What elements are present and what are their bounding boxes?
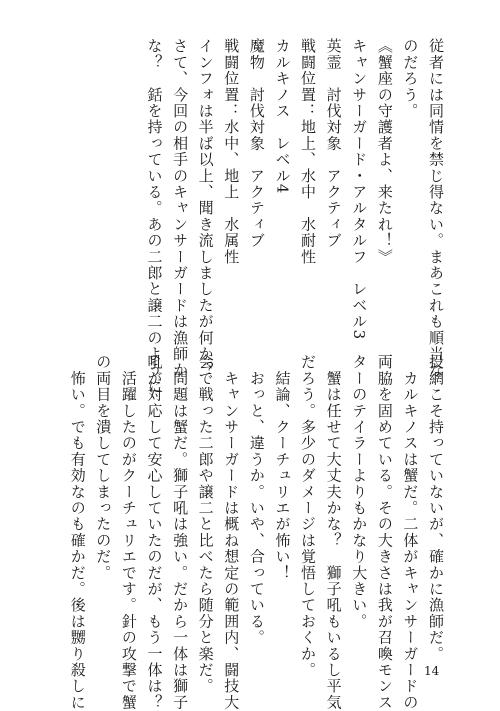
text-line: 戦闘位置：水中、地上 水属性	[222, 38, 241, 265]
text-line: 従者には同情を禁じ得ない。まあこれも順当な	[427, 38, 445, 379]
text-line: 結論、クーチュリエが怖い！	[273, 354, 292, 581]
text-line: キャンサーガード・アルタルフ レベル3	[350, 38, 369, 341]
text-line: 会で戦った二郎や譲二と比べたら随分と楽だ。	[196, 354, 215, 695]
text-line: だろう。多少のダメージは覚悟しておくか。	[299, 354, 318, 678]
text-line: カルキノス レベル4	[273, 38, 292, 195]
text-line: カルキノスは蟹だ。二体がキャンサーガードの	[401, 354, 420, 711]
text-line: 問題は蟹だ。獅子吼は強い。だから一体は獅子	[171, 354, 190, 711]
text-line: 活躍したのがクーチュリエです。針の攻撃で蟹	[119, 354, 138, 711]
text-line: さて、今回の相手のキャンサーガードは漁師か	[171, 38, 190, 379]
text-line: 戦闘位置：地上、水中 水耐性	[299, 38, 318, 265]
text-line: 吼が対応して安心していたのだが、もう一体は？	[145, 354, 164, 711]
text-line: おっと、違うか。いや、合っている。	[247, 354, 266, 646]
text-line: インフォは半ば以上、聞き流しましたが何か？	[196, 38, 215, 379]
text-line: キャンサーガードは概ね想定の範囲内、闘技大	[222, 354, 241, 711]
text-line: 英霊 討伐対象 アクティブ	[324, 38, 343, 249]
text-line: 蟹は任せて大丈夫かな？ 獅子吼もいるし平気	[324, 354, 343, 711]
text-line: 《蟹座の守護者よ、来たれ！》	[375, 38, 394, 265]
text-line: 投網こそ持っていないが、確かに漁師だ。	[427, 354, 445, 662]
text-line: 魔物 討伐対象 アクティブ	[247, 38, 266, 249]
text-line: ターのテイラーよりもかなり大きい。	[350, 354, 369, 630]
text-line: 怖い。でも有効なのも確かだ。後は嬲り殺しに	[68, 354, 87, 711]
page-number: 14	[424, 664, 440, 678]
upper-text-column	[141, 38, 448, 395]
text-line: のだろう。	[401, 38, 420, 119]
text-line: な？ 銛を持っている。あの二郎と譲二のように	[145, 38, 164, 395]
text-line: 両脇を固めている。その大きさは我が召喚モンス	[375, 354, 394, 711]
text-line: の両目を潰してしまったのだ。	[94, 354, 113, 581]
